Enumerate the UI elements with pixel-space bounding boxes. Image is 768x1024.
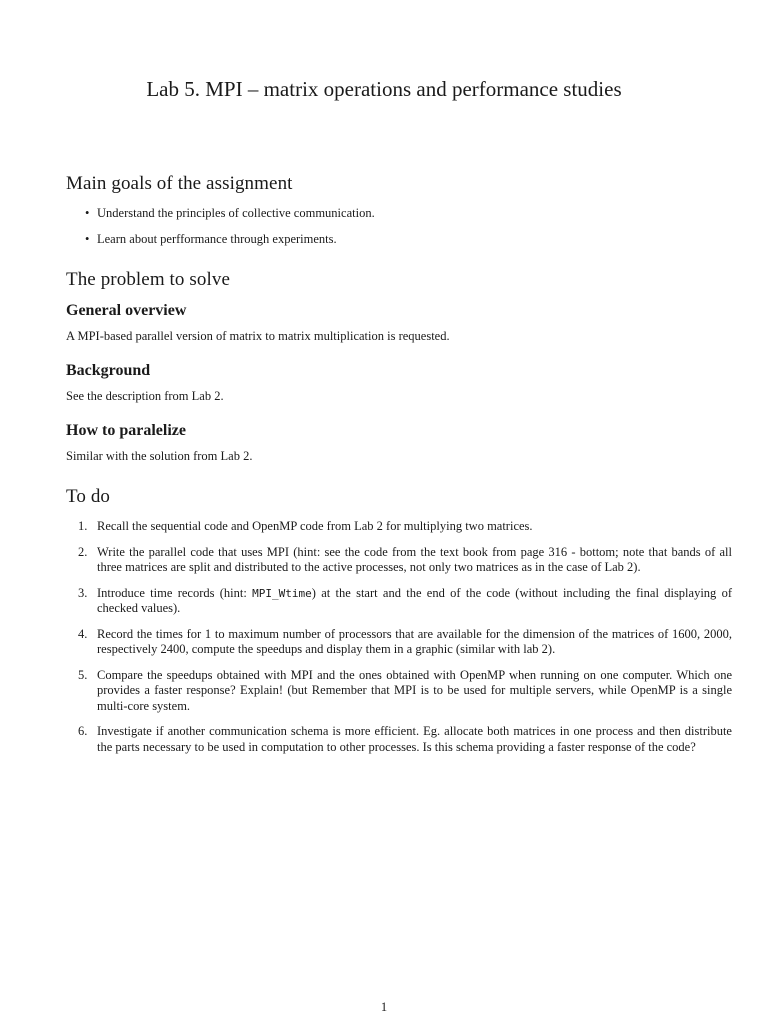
- subsection-heading-overview: General overview: [66, 302, 187, 319]
- background-text: See the description from Lab 2.: [66, 389, 224, 403]
- item-number: 5.: [78, 667, 88, 682]
- goal-text: Learn about perfformance through experiments.: [97, 232, 337, 246]
- item-text: Investigate if another communication schema is more efficient. Eg. allocate both matrices in one process and then distribute the parts necessary to be used in computation to other processes. Is this schema providing a faster response of the code?: [97, 724, 732, 754]
- list-item: [66, 627, 732, 658]
- item-text: Compare the speedups obtained with MPI and the ones obtained with OpenMP when running on one computer. Which one provides a faster response? Explain! (but Remember that MPI is to be used for multiple servers, while OpenMP is a single multi-core system.: [97, 667, 732, 713]
- parallelize-text: Similar with the solution from Lab 2.: [66, 449, 253, 463]
- bullet-icon: •: [85, 232, 90, 246]
- goals-list: [66, 206, 375, 258]
- item-text: [97, 586, 732, 617]
- item-number: 6.: [78, 724, 88, 738]
- bullet-icon: •: [85, 206, 90, 220]
- item-number: 2.: [78, 544, 88, 559]
- list-item: [66, 586, 732, 617]
- list-item: [66, 206, 375, 232]
- inline-code: MPI_Wtime: [252, 586, 312, 600]
- overview-text: A MPI-based parallel version of matrix to matrix multiplication is requested.: [66, 329, 450, 343]
- subsection-heading-parallelize: How to paralelize: [66, 422, 186, 439]
- list-item: [66, 519, 732, 535]
- item-text: Recall the sequential code and OpenMP code from Lab 2 for multiplying two matrices.: [97, 519, 533, 533]
- page-number: 1: [380, 1000, 388, 1014]
- list-item: [66, 545, 732, 576]
- item-text-before: Introduce time records (hint:: [97, 585, 253, 600]
- item-number: 4.: [78, 626, 88, 641]
- todo-list: [66, 519, 732, 765]
- item-text: Record the times for 1 to maximum number of processors that are available for the dimension of the matrices of 1600, 2000, respectively 2400, compute the speedups and display them in a graphic (similar with lab 2).: [97, 626, 732, 656]
- section-heading-goals: Main goals of the assignment: [66, 173, 293, 194]
- list-item: [66, 232, 375, 258]
- item-number: 3.: [78, 585, 88, 600]
- list-item: [66, 668, 732, 715]
- document-title: Lab 5. MPI – matrix operations and performance studies: [146, 77, 622, 101]
- goal-text: Understand the principles of collective communication.: [97, 206, 375, 220]
- item-text-after: ) at the start and the end of the code (without including the final displaying of checked values).: [97, 585, 733, 615]
- item-text: Write the parallel code that uses MPI (hint: see the code from the text book from page 316 - bottom; note that bands of all three matrices are split and distributed to the active processes, not only two matrices as in the case of Lab 2).: [97, 544, 732, 574]
- list-item: [66, 724, 732, 755]
- subsection-heading-background: Background: [66, 362, 151, 379]
- section-heading-problem: The problem to solve: [66, 269, 230, 290]
- section-heading-todo: To do: [66, 486, 111, 507]
- item-number: 1.: [78, 519, 88, 533]
